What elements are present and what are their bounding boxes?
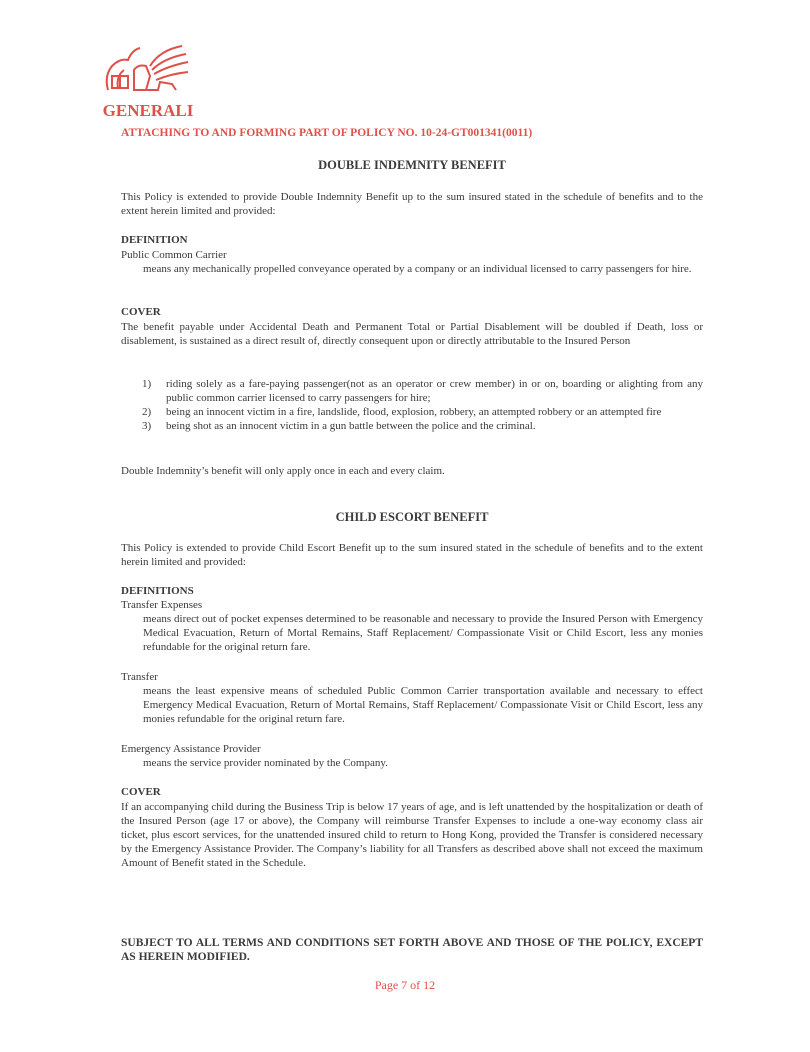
subject-to-terms: SUBJECT TO ALL TERMS AND CONDITIONS SET FORTH ABOVE AND THOSE OF THE POLICY, EXCEPT AS HEREIN MODIFIED. bbox=[121, 937, 703, 963]
double-indemnity-title: DOUBLE INDEMNITY BENEFIT bbox=[318, 158, 506, 172]
definitions-heading: DEFINITIONS bbox=[121, 585, 194, 597]
child-escort-cover-text: If an accompanying child during the Business Trip is below 17 years of age, and is left unattended by the hospitalization or death of the Insured Person (age 17 or above), the Company will reimburse Transfer Expenses to include a one-way economy class air ticket, plus escort services, for the unattended insured child to return to Hong Kong, provided the Transfer is considered necessary by the Emergency Assistance Provider. The Company’s liability for all Transfers as described above shall not exceed the maximum Amount of Benefit stated in the Schedule. bbox=[121, 801, 703, 869]
page-number: Page 7 of 12 bbox=[374, 978, 436, 992]
definition-heading: DEFINITION bbox=[121, 234, 188, 246]
list-item: 3) being shot as an innocent victim in a gun battle between the police and the criminal. bbox=[142, 420, 536, 432]
cover-heading-2: COVER bbox=[121, 786, 161, 798]
list-item: 1) riding solely as a fare-paying passenger(not as an operator or crew member) in or on, boarding or alighting from any public common carrier licensed to carry passengers for hire; bbox=[142, 378, 703, 404]
term-transfer: Transfer bbox=[121, 671, 158, 683]
policy-reference: ATTACHING TO AND FORMING PART OF POLICY NO. 10-24-GT001341(0011) bbox=[121, 127, 533, 139]
cover-conditions-list bbox=[121, 377, 703, 433]
term-emergency-assistance-provider: Emergency Assistance Provider bbox=[121, 743, 261, 755]
term-transfer-expenses-def: means direct out of pocket expenses determined to be reasonable and necessary to provide the Insured Person with Emergency Medical Evacuation, Return of Mortal Remains, Staff Replacement/ Compassionate Visit or Child Escort, less any monies refundable for the original return fare. bbox=[143, 613, 703, 653]
term-public-common-carrier: Public Common Carrier bbox=[121, 249, 227, 261]
term-transfer-def: means the least expensive means of scheduled Public Common Carrier transportation available and necessary to effect Emergency Medical Evacuation, Return of Mortal Remains, Staff Replacement/ Compassionate Visit or Child Escort, less any monies refundable for the original return fare. bbox=[143, 685, 703, 725]
cover-heading-1: COVER bbox=[121, 306, 161, 318]
term-transfer-expenses: Transfer Expenses bbox=[121, 599, 203, 611]
double-indemnity-intro: This Policy is extended to provide Double Indemnity Benefit up to the sum insured stated in the schedule of benefits and to the extent herein limited and provided: bbox=[121, 191, 703, 217]
term-emergency-assistance-provider-def: means the service provider nominated by the Company. bbox=[143, 757, 388, 769]
list-item: 2) being an innocent victim in a fire, landslide, flood, explosion, robbery, an attempted robbery or an attempted fire bbox=[142, 406, 662, 418]
term-public-common-carrier-def: means any mechanically propelled conveyance operated by a company or an individual licensed to carry passengers for hire. bbox=[143, 263, 692, 275]
logo-wordmark: GENERALI bbox=[102, 101, 194, 120]
child-escort-intro: This Policy is extended to provide Child Escort Benefit up to the sum insured stated in the schedule of benefits and to the extent herein limited and provided: bbox=[121, 542, 703, 568]
double-indemnity-closing: Double Indemnity’s benefit will only apply once in each and every claim. bbox=[121, 465, 445, 477]
child-escort-title: CHILD ESCORT BENEFIT bbox=[335, 510, 489, 524]
double-indemnity-cover-text: The benefit payable under Accidental Death and Permanent Total or Partial Disablement will be doubled if Death, loss or disablement, is sustained as a direct result of, directly consequent upon or directly attributable to the Insured Person bbox=[121, 321, 703, 347]
generali-logo bbox=[98, 40, 198, 120]
